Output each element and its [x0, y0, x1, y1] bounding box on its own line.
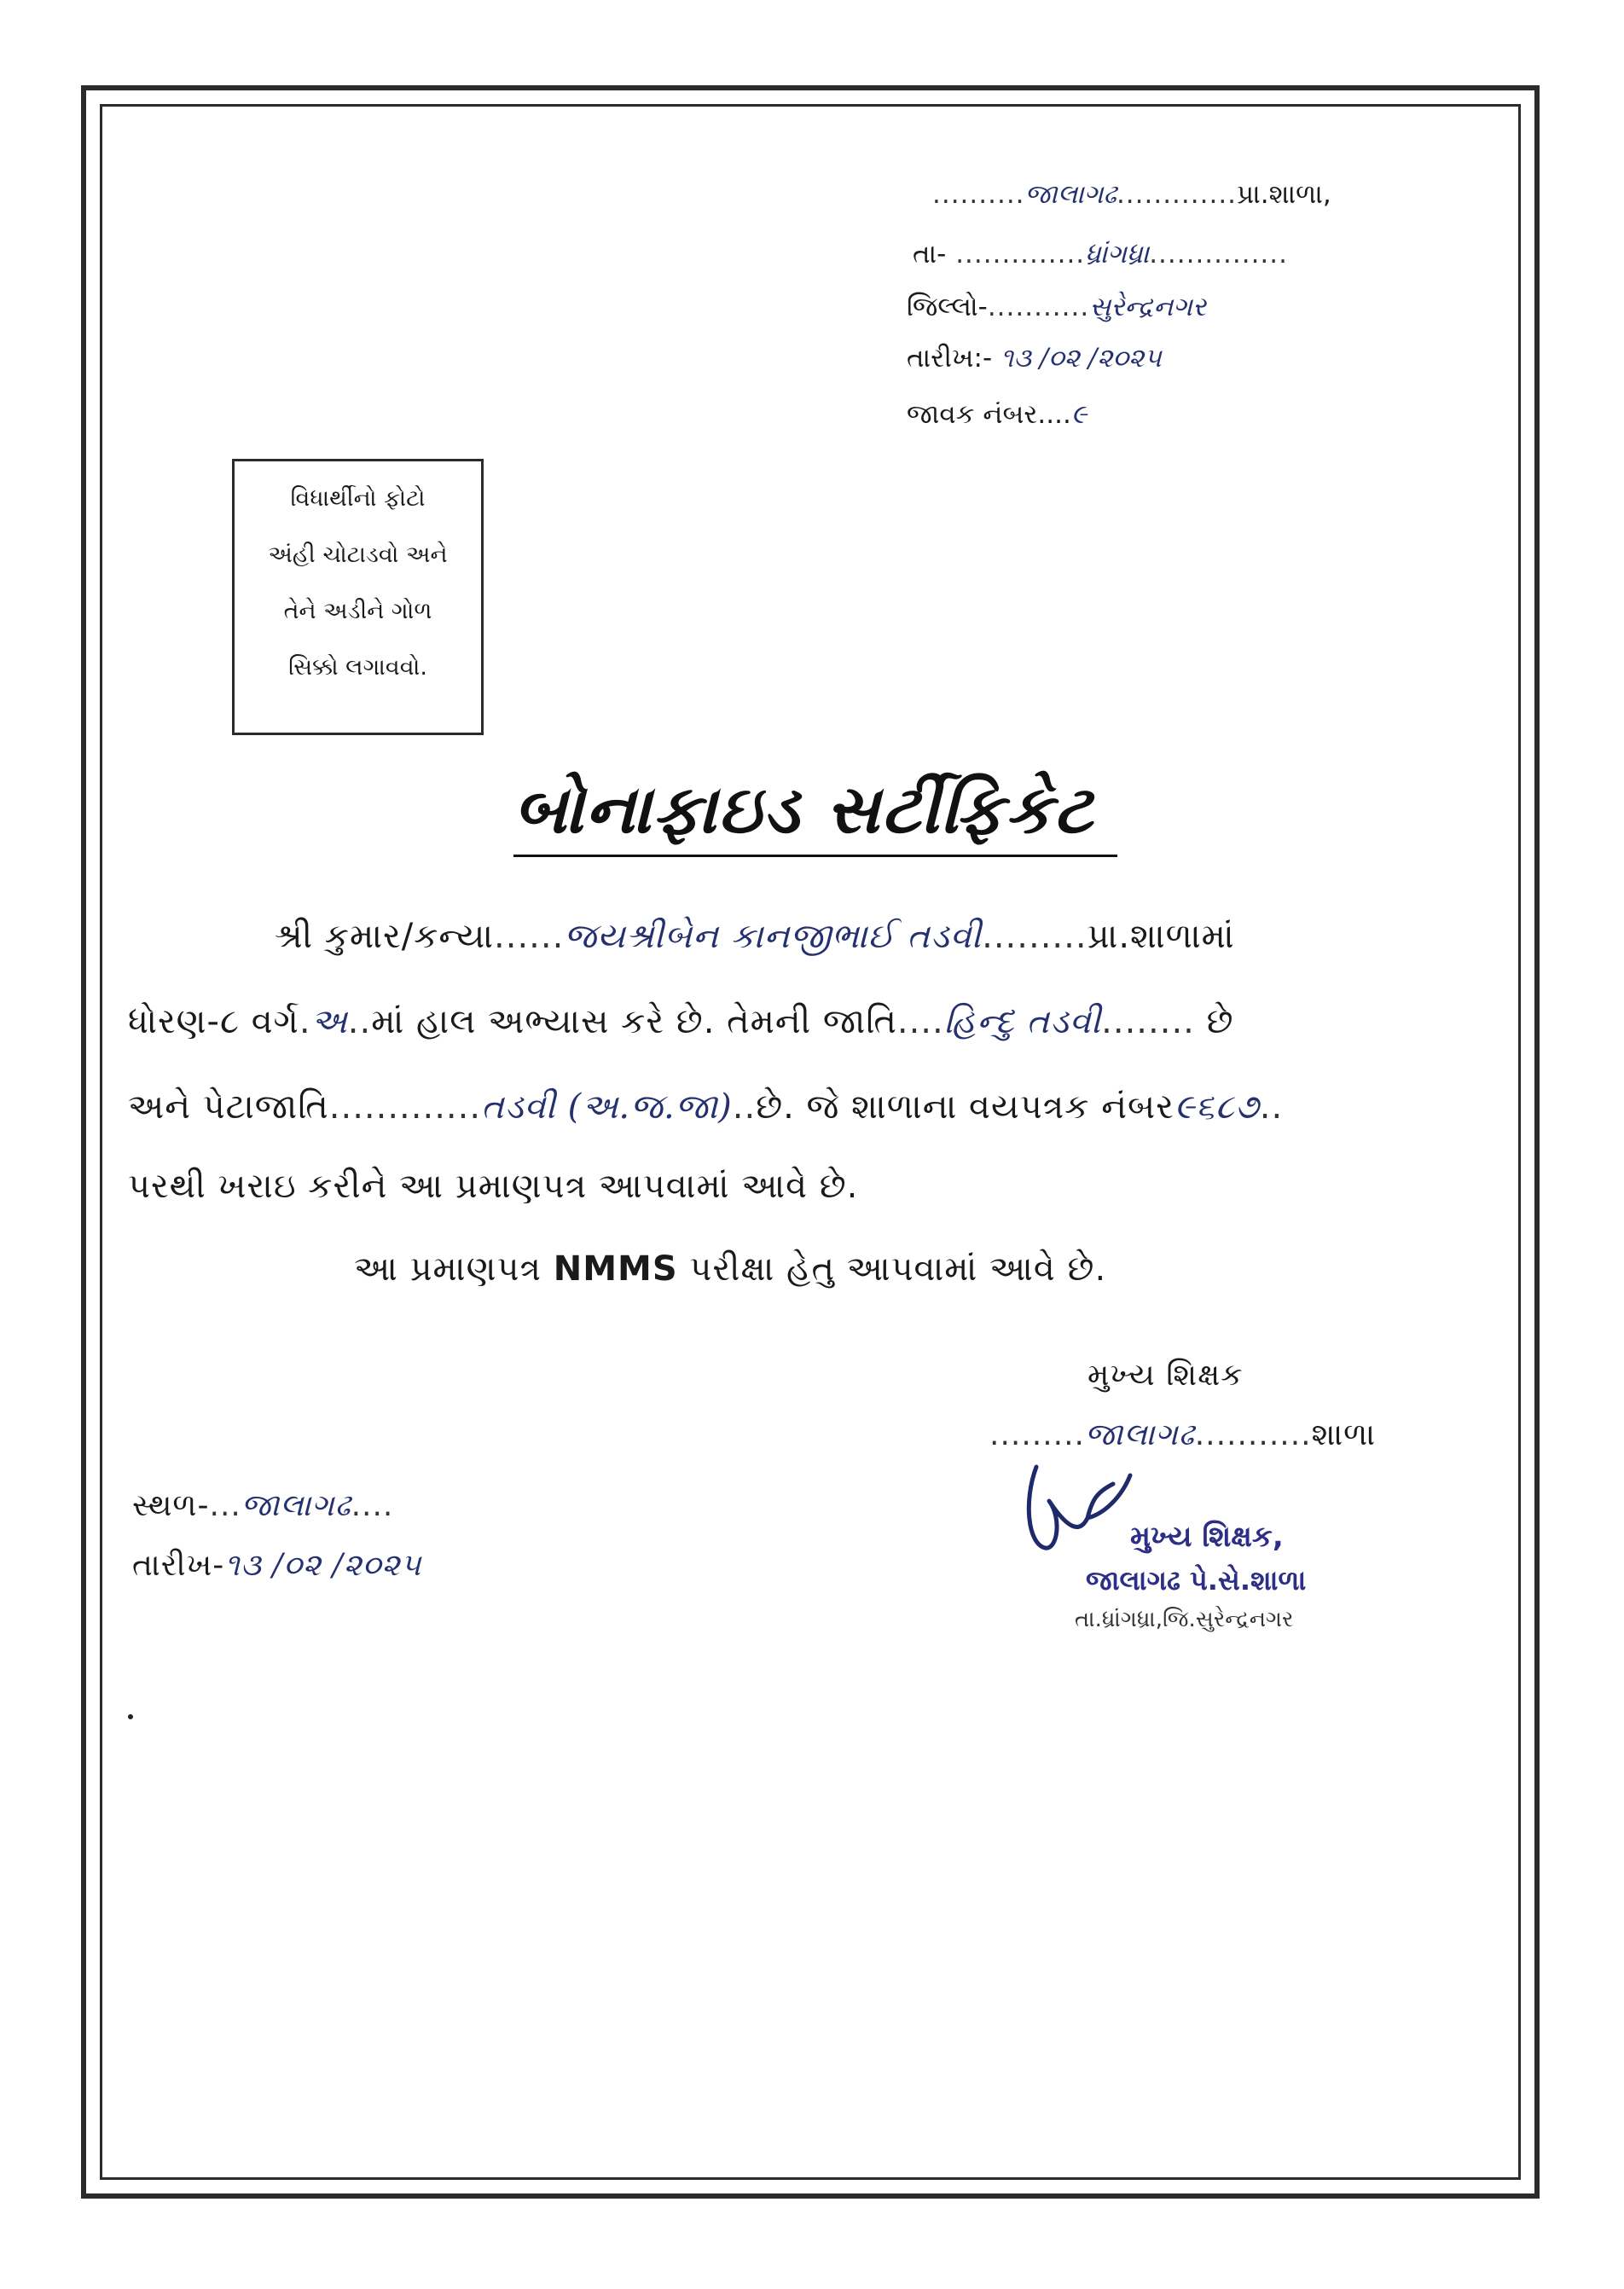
body-line-5: [354, 1249, 1106, 1289]
header-district-filled: સુરેન્દ્રનગર: [1089, 292, 1206, 322]
signature-school-suffix: શાળા: [1311, 1417, 1377, 1452]
student-name: જયશ્રીબેન કાનજીભાઈ તડવી: [564, 917, 983, 956]
signature-school-filled: જાલાગઢ: [1085, 1417, 1195, 1452]
nmms-label: NMMS: [553, 1249, 678, 1289]
header-date-line: [907, 343, 1162, 374]
seal-line-designation: મુખ્ય શિક્ષક,: [1130, 1520, 1284, 1554]
header-district-label: જિલ્લો-: [907, 292, 988, 322]
header-outward-line: [907, 399, 1087, 431]
stray-dot: [128, 1714, 133, 1719]
subcaste-label: અને પેટાજાતિ: [128, 1087, 329, 1127]
photo-instruction-line: અંહી ચોટાડવો અને: [268, 542, 448, 568]
date-line: [132, 1548, 421, 1584]
register-text: છે. જે શાળાના વયપત્રક નંબર: [756, 1087, 1174, 1127]
photo-instruction-line: વિધાર્થીનો ફોટો: [290, 485, 426, 512]
photo-instruction-line: સિક્કો લગાવવો.: [288, 654, 427, 681]
header-district-line: જિલ્લો-...........સુરેન્દ્રનગર: [907, 292, 1206, 322]
title-underline: [513, 855, 1117, 857]
header-school-filled: જાલાગઢ: [1024, 179, 1116, 210]
body-line-3: અને પેટાજાતિ.............તડવી (અ.જ.જા)..છે. જે શાળાના વયપત્રક નંબર૯૬૮૭..: [128, 1087, 1284, 1127]
header-outward-filled: ૯: [1070, 399, 1088, 430]
place-value: જાલાગઢ: [241, 1488, 351, 1523]
standard-label: ધોરણ-૮ વર્ગ: [128, 1002, 299, 1041]
date-value: ૧૩ /૦૨ /૨૦૨૫: [224, 1548, 422, 1583]
photo-instruction-line: તેને અડીને ગોળ: [283, 598, 432, 624]
certificate-title: બોનાફાઇડ સર્ટીફિકેટ: [513, 772, 1094, 849]
header-taluka-line: તા- ..............ધ્રાંગધ્રા...............: [913, 239, 1288, 269]
school-seal: [1019, 1452, 1395, 1632]
certificate-inner-border: [100, 104, 1521, 2180]
photo-placeholder-box: [232, 459, 484, 735]
place-line: સ્થળ-...જાલાગઢ....: [132, 1488, 394, 1523]
school-suffix-label: પ્રા.શાળામાં: [1087, 917, 1235, 956]
header-taluka-label: તા-: [913, 239, 947, 269]
header-date-filled: ૧૩ /૦૨ /૨૦૨૫: [1000, 343, 1162, 374]
seal-line-address: તા.ધ્રાંગધ્રા,જિ.સુરેન્દ્રનગર: [1075, 1607, 1294, 1632]
body-line-2: ધોરણ-૮ વર્ગ.અ..માં હાલ અભ્યાસ કરે છે. તેમની જાતિ....હિન્દુ તડવી........ છે: [128, 1002, 1234, 1041]
header-taluka-filled: ધ્રાંગધ્રા: [1085, 239, 1150, 269]
header-date-label: તારીખ:-: [907, 343, 993, 374]
caste-suffix: છે: [1206, 1002, 1234, 1041]
nmms-prefix: આ પ્રમાણપત્ર: [354, 1249, 542, 1289]
header-school-suffix: પ્રા.શાળા,: [1237, 179, 1331, 210]
nmms-suffix: પરીક્ષા હેતુ આપવામાં આવે છે.: [689, 1249, 1107, 1289]
place-label: સ્થળ-: [132, 1488, 210, 1523]
header-outward-label: જાવક નંબર....: [907, 399, 1071, 430]
division-value: અ: [310, 1002, 348, 1041]
body-line-4: પરથી ખરાઇ કરીને આ પ્રમાણપત્ર આપવામાં આવે છે.: [128, 1167, 859, 1206]
caste-value: હિન્દુ તડવી: [943, 1002, 1102, 1041]
student-prefix-label: શ્રી કુમાર/કન્યા: [275, 917, 495, 956]
subcaste-value: તડવી (અ.જ.જા): [481, 1087, 733, 1127]
header-school-line: ..........જાલાગઢ.............પ્રા.શાળા,: [932, 179, 1331, 210]
study-text: માં હાલ અભ્યાસ કરે છે. તેમની જાતિ: [371, 1002, 897, 1041]
signature-school-line: .........જાલાગઢ...........શાળા: [989, 1417, 1377, 1452]
body-line-1: શ્રી કુમાર/કન્યા......જયશ્રીબેન કાનજીભાઈ તડવી.........પ્રા.શાળામાં: [275, 917, 1235, 956]
register-number: ૯૬૮૭: [1174, 1087, 1260, 1127]
date-label: તારીખ-: [132, 1548, 225, 1583]
seal-line-school: જાલાગઢ પે.સે.શાળા: [1086, 1564, 1307, 1597]
signature-designation: મુખ્ય શિક્ષક: [1088, 1358, 1244, 1393]
